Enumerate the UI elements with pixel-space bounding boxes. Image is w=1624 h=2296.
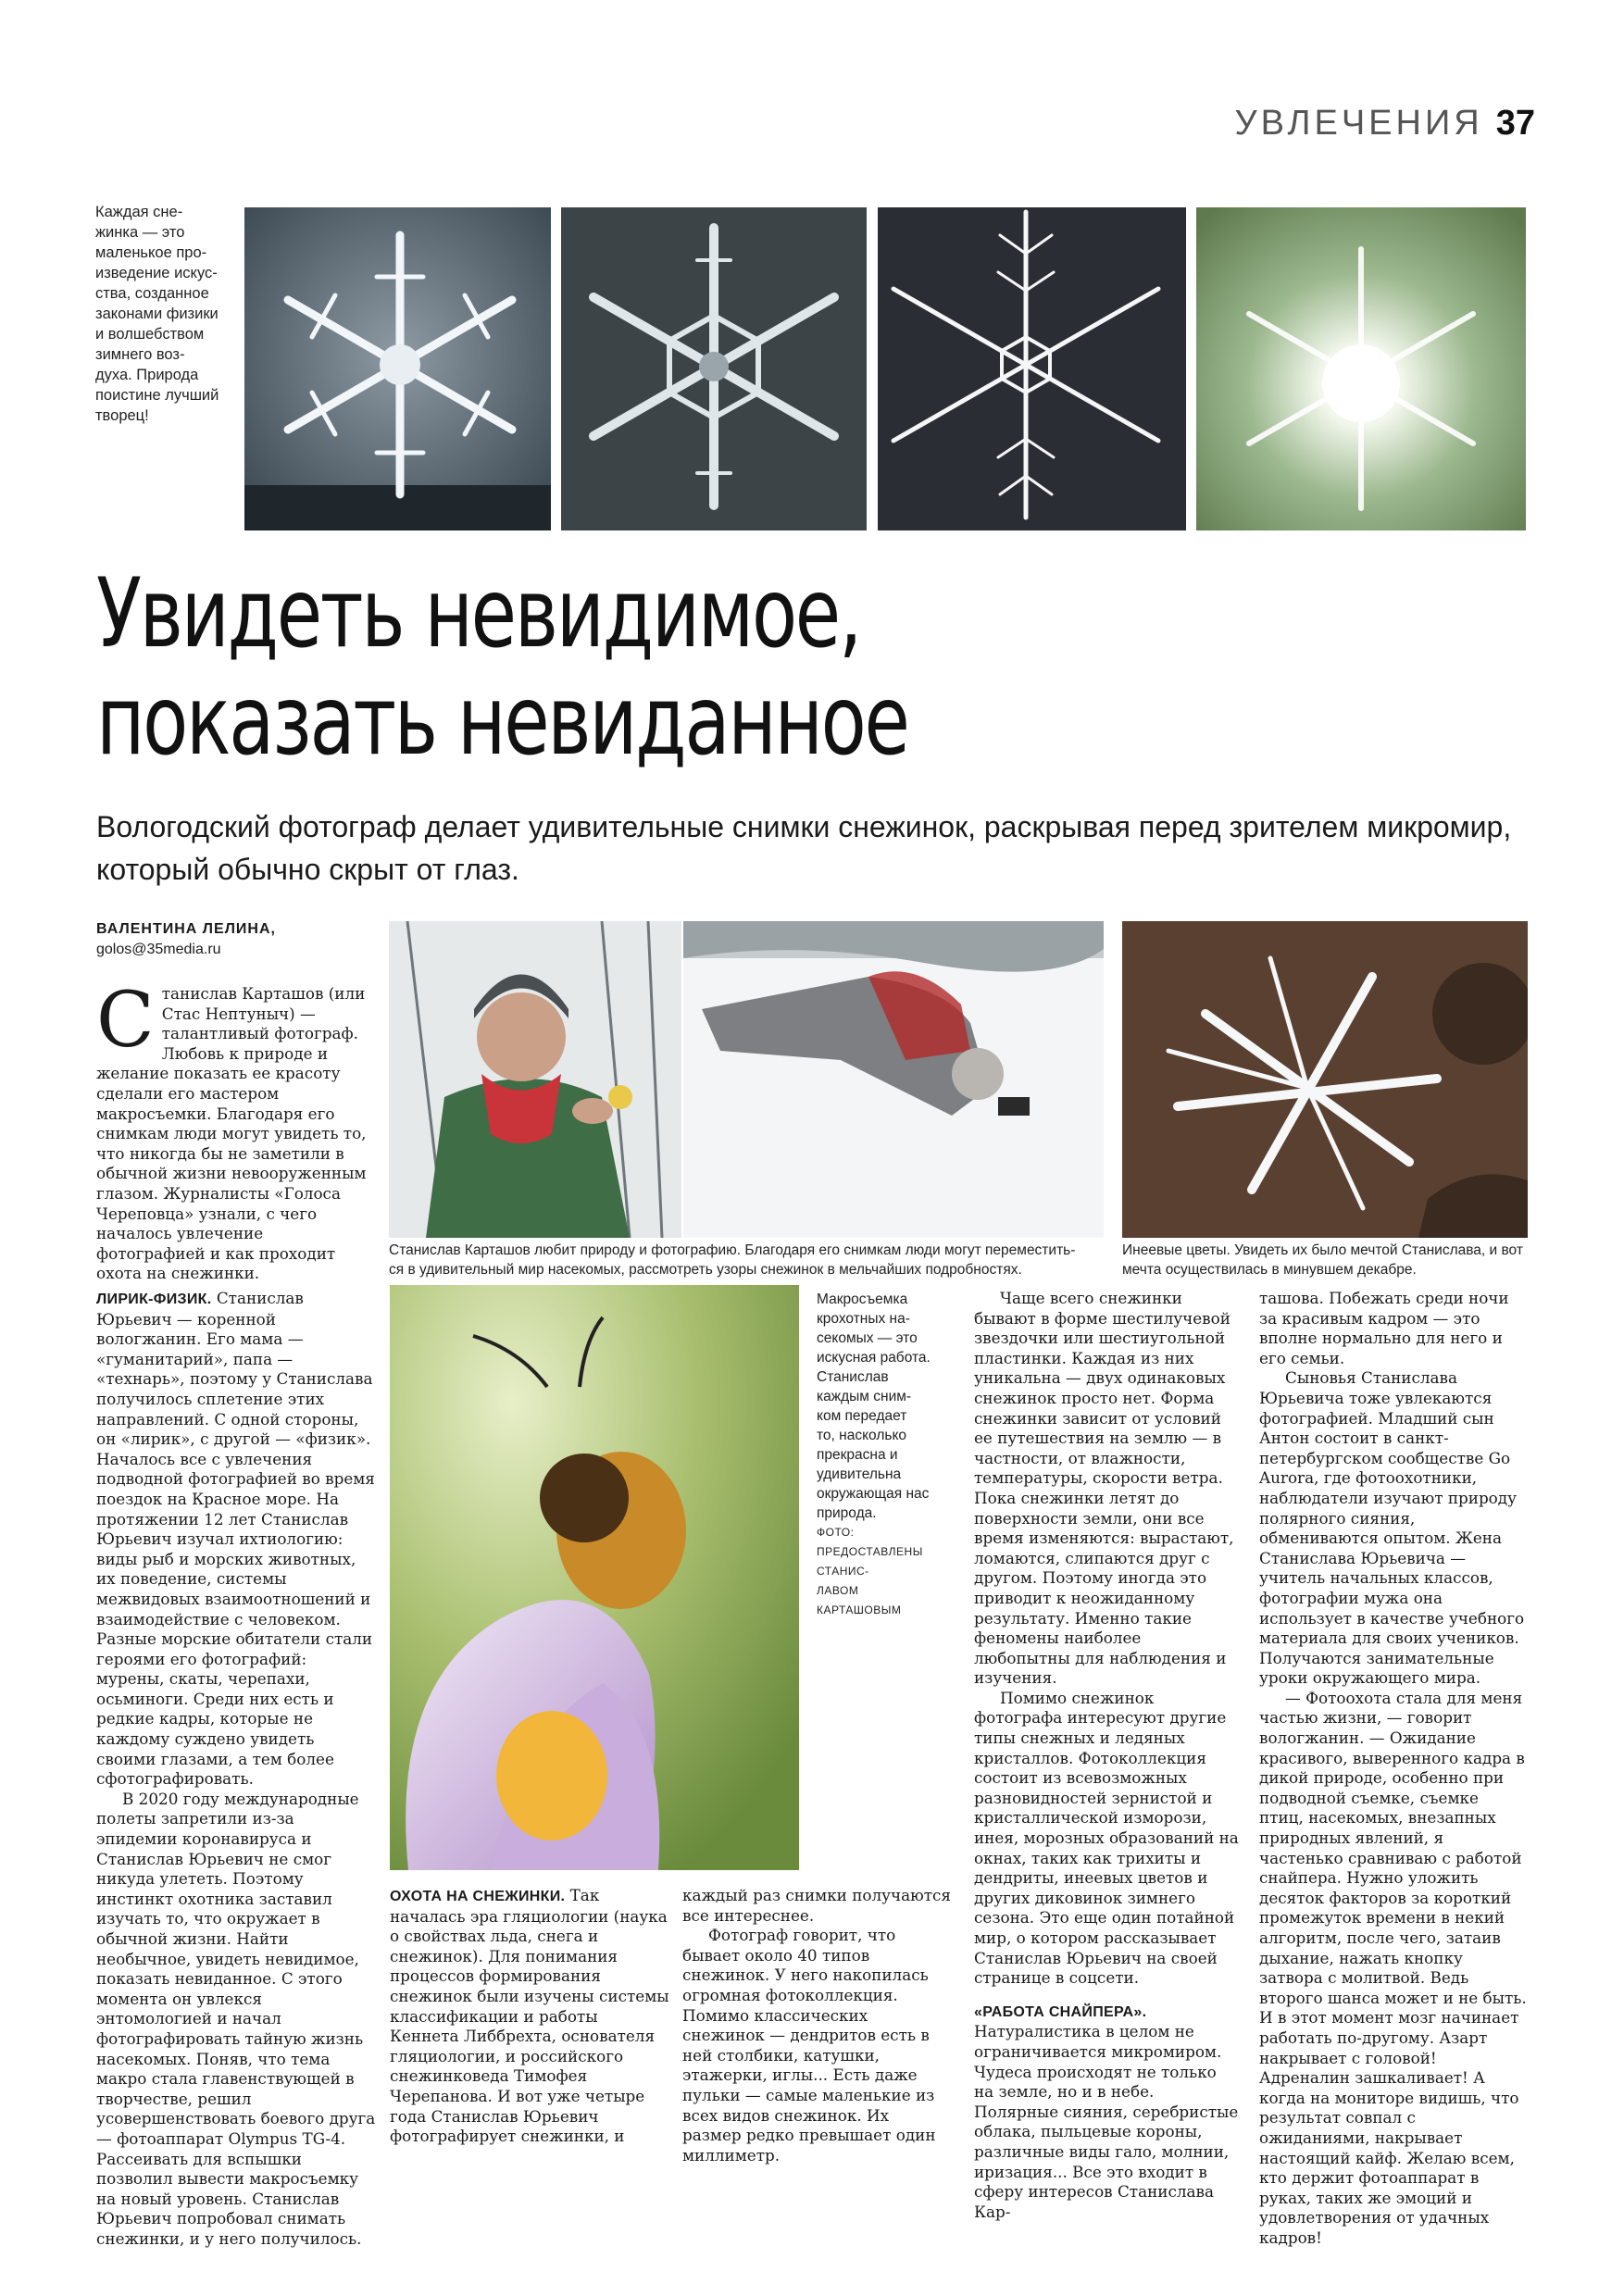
page-number: 37 (1495, 104, 1535, 143)
column-1 (96, 1289, 376, 2250)
section-name: УВЛЕЧЕНИЯ (1234, 104, 1483, 143)
photo-credit: ФОТО: ПРЕДОСТАВЛЕНЫ СТАНИС- ЛАВОМ КАРТАШОВЫМ (817, 1526, 923, 1616)
photographer-in-snow-photo (683, 921, 1104, 1238)
column-4-text: Чаще всего снежинки бывают в форме шестилучевой звездочки или шестиугольной пластинки. Каждая из них уникальна — двух одинаковых снежинок просто нет. Форма снежинки зависит от условий ее путешествия на землю — в частности, от влажности, температуры, скорости ветра. Пока снежинки летят до поверхности земли, они все время изменяются: вырастают, ломаются, слипаются друг с другом. Поэтому иногда это приводит к неожиданному результату. Именно такие феномены наиболее любопытны для наблюдения и изучения. (974, 1289, 1234, 1688)
column-5-text-3: — Фотоохота стала для меня частью жизни, — говорит вологжанин. — Ожидание красивого, выверенного кадра в дикой природе, особенно при подводной съемке, съемке птиц, насекомых, внезапных природных явлений, я частенько сравниваю с работой снайпера. Нужно уложить десяток факторов за короткий промежуток времени в некий алгоритм, после чего, затаив дыхание, нажать кнопку затвора с молитвой. Ведь второго шанса может и не быть. И в этот момент мозг начинает работать по-другому. Азарт накрывает с головой! Адреналин зашкаливает! А когда на мониторе видишь, что результат совпал с ожиданиями, накрывает настоящий кайф. Желаю всем, кто держит фотоаппарат в руках, таких же эмоций и удовлетворения от удачных кадров! (1259, 1688, 1527, 2247)
drop-cap: С (96, 977, 155, 1065)
column-2-text: Так началась эра гляциологии (наука о свойствах льда, снега и снежинок). Для понимания процессов формирования снежинок были изучены системы классификации и работы Кеннета Либбрехта, основателя гляциологии, и российского снежинковеда Тимофея Черепанова. И вот уже четыре года Станислав Юрьевич фотографирует снежинки, и (390, 1886, 669, 2146)
column-3-text: каждый раз снимки получаются все интереснее. (682, 1886, 952, 1925)
snowflake-photo-3 (878, 207, 1186, 530)
snowflake-photo-1 (244, 207, 551, 530)
macro-caption-text: Макросъемка крохотных на- секомых — это искусная работа. Станислав каждым сним- ком передает то, насколько прекрасна и удивительна окружающая нас природа. (817, 1292, 931, 1521)
frost-flower-caption: Инеевые цветы. Увидеть их было мечтой Станислава, и вот мечта осуществилась в минувшем декабре. (1122, 1242, 1523, 1278)
intro-text: танислав Карташов (или Стас Нептуныч) — талантливый фотограф. Любовь к природе и желание показать ее красоту сделали его мастером макросъемки. Благодаря его снимкам люди могут увидеть то, что никогда бы не заметили в обычной жизни невооруженным глазом. Журналисты «Голоса Череповца» узнали, с чего началось увлечение фотографией и как проходит охота на снежинки. (96, 984, 367, 1283)
column-4-text-2: Помимо снежинок фотографа интересуют другие типы снежных и ледяных кристаллов. Фотоколлекция состоит из всевозможных разновидностей зернистой и кристаллической изморози, инея, морозных образований на окнах, таких как трихиты и дендриты, инеевых цветов и других диковинок зимнего сезона. Это еще один потайной мир, о котором рассказывает Станислав Юрьевич на своей странице в соцсети. (974, 1688, 1239, 1988)
column-2 (390, 1886, 669, 2147)
column-5 (1259, 1289, 1528, 2249)
headline (96, 560, 1223, 775)
frost-flower-image (1122, 921, 1528, 1238)
subhead-sniper-work: «РАБОТА СНАЙПЕРА». (974, 2003, 1147, 2020)
frost-flower-photo (1122, 921, 1528, 1238)
headline-line-2: показать невиданное (96, 666, 908, 777)
subhead-lyric-physicist: ЛИРИК-ФИЗИК. (96, 1292, 212, 1307)
intro-column (96, 977, 376, 1284)
column-3 (682, 1886, 951, 2165)
lead-paragraph: Вологодский фотограф делает удивительные снимки снежинок, раскрывая перед зрителем микромир, который обычно скрыт от глаз. (96, 810, 1512, 886)
column-1-text: Станислав Юрьевич — коренной вологжанин. Его мама — «гуманитарий», папа — «технарь», поэтому у Станислава получилось сплетение этих направлений. С одной стороны, он «лирик», с другой — «физик». Началось все с увлечения подводной фотографией во время поездок на Красное море. На протяжении 12 лет Станислав Юрьевич изучал ихтиологию: виды рыб и морских животных, их поведение, системы межвидовых взаимоотношений и взаимодействие с человеком. Разные морские обитатели стали героями его фотографий: мурены, скаты, черепахи, осьминоги. Среди них есть и редкие кадры, которые не каждому суждено увидеть своими глазами, а тем более сфотографировать. (96, 1289, 375, 1789)
section-header (1235, 104, 1536, 144)
snowflake-caption: Каждая сне- жинка — это маленькое про- изведение искус- ства, созданное законами физики и волшебством зимнего воз- духа. Природа поистине лучший творец! (95, 204, 219, 424)
author-name: ВАЛЕНТИНА ЛЕЛИНА, (96, 921, 276, 937)
bee-on-crocus-image (390, 1285, 799, 1870)
column-1-text-2: В 2020 году международные полеты запретили из-за эпидемии коронавируса и Станислав Юрьевич не смог никуда улететь. Поэтому инстинкт охотника заставил изучать то, что окружает в обычной жизни. Найти необычное, увидеть невидимое, показать невиданное. С этого момента он увлекся энтомологией и начал фотографировать тайную жизнь насекомых. Поняв, что тема макро стала главенствующей в творчестве, решил усовершенствовать боевого друга — фотоаппарат Olympus TG-4. Рассеивать для вспышки позволил вывести макросъемку на новый уровень. Станислав Юрьевич попробовал снимать снежинки, и у него получилось. (96, 1789, 376, 2248)
column-5-text-2: Сыновья Станислава Юрьевича тоже увлекаются фотографией. Младший сын Антон состоит в санкт-петербургском сообществе Go Aurora, где фотоохотники, наблюдатели изучают природу полярного сияния, обмениваются опытом. Жена Станислава Юрьевича — учитель начальных классов, фотографии мужа она использует в качестве учебного материала для своих учеников. Получаются занимательные уроки окружающего мира. (1259, 1368, 1525, 1688)
headline-line-1: Увидеть невидимое, (96, 558, 861, 669)
photographer-caption: Станислав Карташов любит природу и фотографию. Благодаря его снимкам люди могут переместить- ся в удивительный мир насекомых, рассмотреть узоры снежинок в мельчайших подробностях. (389, 1242, 1076, 1278)
snowflake-photo-4 (1196, 207, 1526, 530)
column-5-text: ташова. Побежать среди ночи за красивым кадром — это вполне нормально для него и его семьи. (1259, 1289, 1509, 1367)
snowflake-image-4 (1196, 207, 1526, 530)
snowflake-image-2 (561, 207, 867, 530)
subhead-snowflake-hunt: ОХОТА НА СНЕЖИНКИ. (390, 1889, 566, 1904)
column-3-text-2: Фотограф говорит, что бывает около 40 типов снежинок. У него накопилась огромная фотоколлекция. Помимо классических снежинок — дендритов есть в ней столбики, катушки, этажерки, иглы... Есть даже пульки — самые маленькие из всех видов снежинок. Их размер редко превышает один миллиметр. (682, 1926, 936, 2165)
bee-on-crocus-photo (390, 1285, 799, 1870)
snowflake-photo-2 (561, 207, 867, 530)
photographer-portrait-photo (389, 921, 681, 1238)
photographer-portrait-image (389, 921, 681, 1238)
column-4 (974, 1289, 1239, 2222)
snowflake-image-3 (878, 207, 1186, 530)
author-email: golos@35media.ru (96, 942, 221, 957)
byline (96, 919, 276, 960)
snowflake-image-1 (244, 207, 551, 530)
macro-caption (817, 1290, 946, 1620)
column-4-text-3: Натуралистика в целом не ограничивается микромиром. Чудеса происходят не только на земле, но и в небе. Полярные сияния, серебристые облака, пыльцевые короны, различные виды гало, молнии, иризация... Все это входит в сферу интересов Станислава Кар- (974, 2022, 1239, 2221)
photographer-in-snow-image (683, 921, 1104, 1238)
